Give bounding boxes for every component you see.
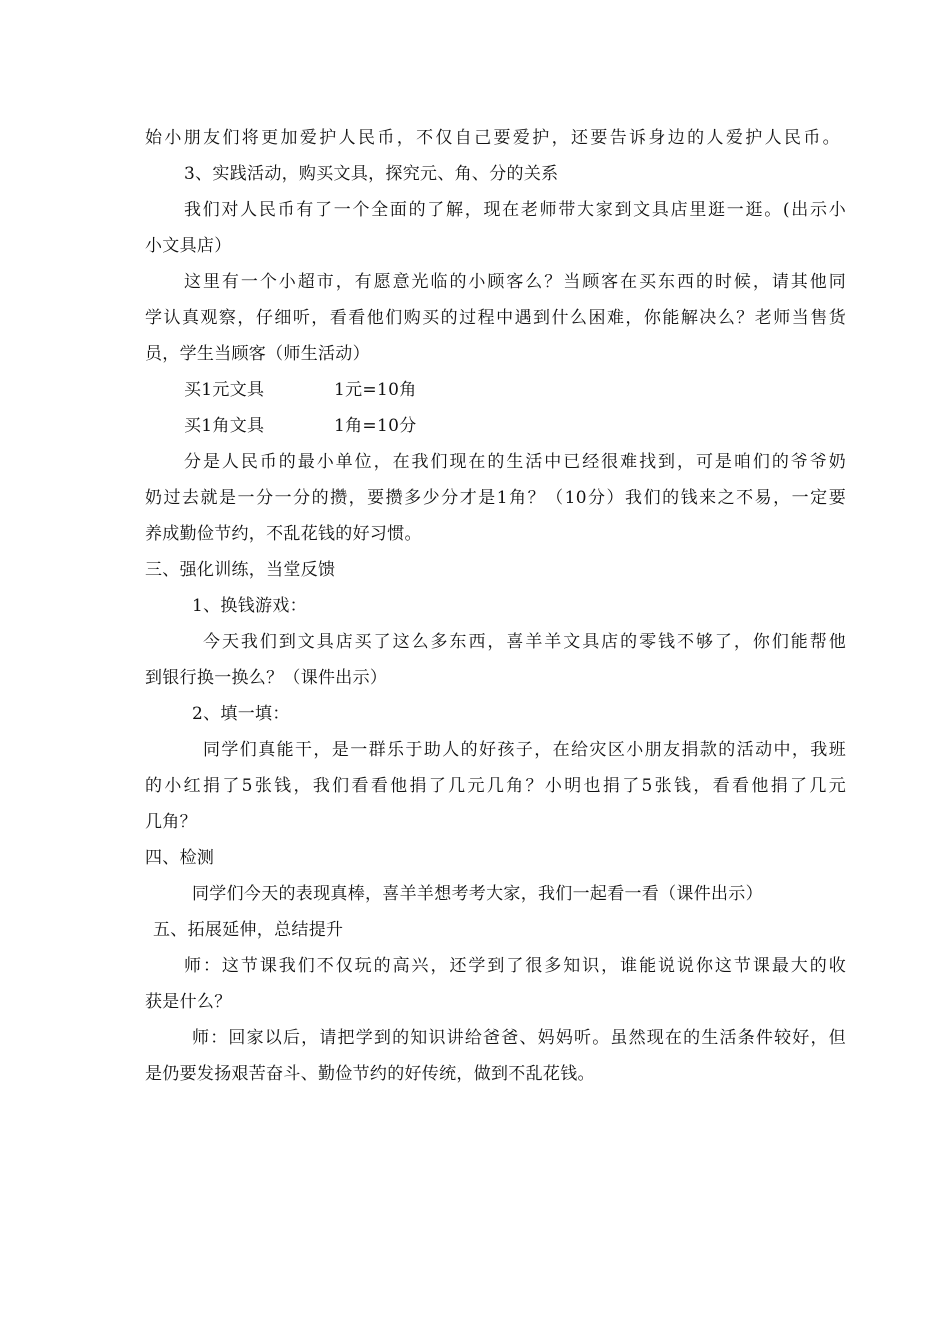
paragraph-line: 同学们真能干，是一群乐于助人的好孩子，在给灾区小朋友捐款的活动中，我班 bbox=[203, 740, 846, 760]
section-heading: 四、检测 bbox=[145, 848, 215, 868]
paragraph-line: 员，学生当顾客（师生活动） bbox=[145, 344, 370, 364]
paragraph-line: 今天我们到文具店买了这么多东西，喜羊羊文具店的零钱不够了，你们能帮他 bbox=[203, 632, 846, 652]
purchase-item: 买1元文具 bbox=[184, 380, 265, 400]
paragraph-line: 的小红捐了5张钱，我们看看他捐了几元几角？小明也捐了5张钱，看看他捐了几元 bbox=[145, 776, 846, 796]
paragraph-line: 分是人民币的最小单位，在我们现在的生活中已经很难找到，可是咱们的爷爷奶 bbox=[184, 452, 846, 472]
paragraph-line: 小文具店） bbox=[145, 236, 232, 256]
paragraph-line: 我们对人民币有了一个全面的了解，现在老师带大家到文具店里逛一逛。(出示小 bbox=[184, 200, 846, 220]
paragraph-line: 同学们今天的表现真棒，喜羊羊想考考大家，我们一起看一看（课件出示） bbox=[192, 884, 763, 904]
purchase-item: 买1角文具 bbox=[184, 416, 265, 436]
section-heading: 3、实践活动，购买文具，探究元、角、分的关系 bbox=[184, 164, 559, 184]
paragraph-line: 学认真观察，仔细听，看看他们购买的过程中遇到什么困难，你能解决么？老师当售货 bbox=[145, 308, 846, 328]
paragraph-line: 到银行换一换么？（课件出示） bbox=[145, 668, 388, 688]
paragraph-line: 是仍要发扬艰苦奋斗、勤俭节约的好传统，做到不乱花钱。 bbox=[145, 1064, 595, 1084]
subsection-heading: 1、换钱游戏： bbox=[192, 596, 307, 616]
section-heading: 五、拓展延伸，总结提升 bbox=[153, 920, 344, 940]
paragraph-line: 获是什么？ bbox=[145, 992, 232, 1012]
paragraph-line: 几角？ bbox=[145, 812, 197, 832]
section-heading: 三、强化训练，当堂反馈 bbox=[145, 560, 336, 580]
paragraph-line: 始小朋友们将更加爱护人民币，不仅自己要爱护，还要告诉身边的人爱护人民币。 bbox=[145, 128, 840, 148]
paragraph-line: 师：回家以后，请把学到的知识讲给爸爸、妈妈听。虽然现在的生活条件较好，但 bbox=[192, 1028, 846, 1048]
paragraph-line: 养成勤俭节约，不乱花钱的好习惯。 bbox=[145, 524, 422, 544]
purchase-rule: 1元=10角 bbox=[334, 380, 417, 400]
purchase-rule: 1角=10分 bbox=[334, 416, 417, 436]
paragraph-line: 这里有一个小超市，有愿意光临的小顾客么？当顾客在买东西的时候，请其他同 bbox=[184, 272, 846, 292]
paragraph-line: 奶过去就是一分一分的攒，要攒多少分才是1角？（10分）我们的钱来之不易，一定要 bbox=[145, 488, 846, 508]
paragraph-line: 师：这节课我们不仅玩的高兴，还学到了很多知识，谁能说说你这节课最大的收 bbox=[184, 956, 846, 976]
subsection-heading: 2、填一填： bbox=[192, 704, 290, 724]
